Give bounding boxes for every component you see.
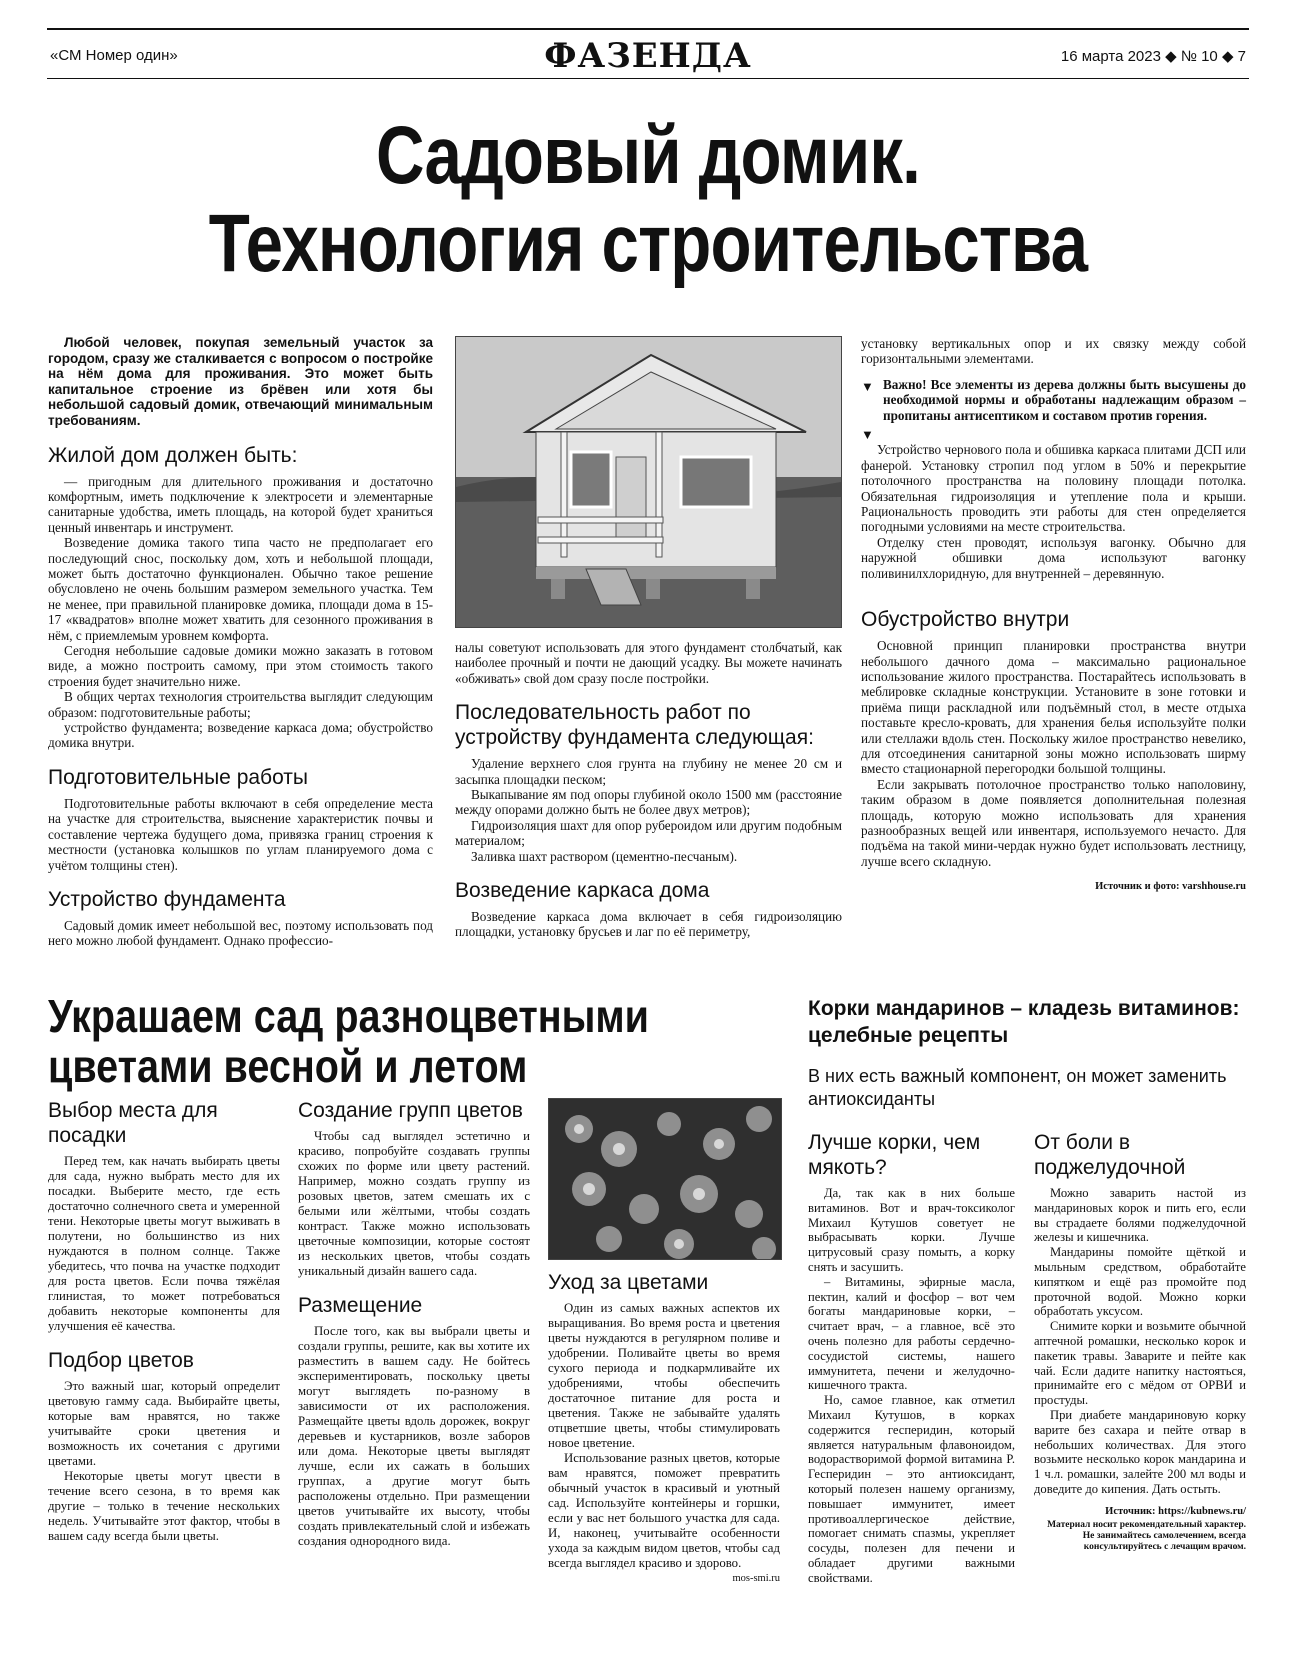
paragraph: Да, так как в них больше витаминов. Вот и врач-токсиколог Михаил Кутушов советует не выбрасывать корки. Лучше цитрусовый сразу помыть, а корку снять и засушить. <box>808 1186 1015 1274</box>
disclaimer: Материал носит рекомендательный характер. Не занимайтесь самолечением, всегда консультируйтесь с лечащим врачом. <box>1047 1519 1246 1552</box>
list-item: Заливка шахт раствором (цементно-песчаным). <box>471 848 738 864</box>
paragraph: Можно заварить настой из мандариновых корок и пить его, если вы страдаете болями поджелудочной железы и кишечника. <box>1034 1186 1246 1245</box>
source-credit: mos-smi.ru <box>732 1573 780 1584</box>
paragraph: При диабете мандариновую корку варите без сахара и пейте отвар в небольших количествах. Для этого возьмите несколько корок мандарина и 1 ч.л. ромашки, залейте 200 мл воды и доведите до кипения. Дать остыть. <box>1034 1407 1246 1496</box>
top-rule <box>47 28 1249 30</box>
subheading-pick: Подбор цветов <box>48 1349 194 1372</box>
source-credit: Источник: https://kubnews.ru/ <box>1105 1505 1246 1517</box>
headline-line-1: Садовый домик. <box>375 110 921 201</box>
subheading-prep: Подготовительные работы <box>48 765 309 789</box>
subheading-pain: От боли в поджелудочной <box>1034 1131 1186 1179</box>
subheading-frame: Возведение каркаса дома <box>455 879 710 903</box>
paragraph: Это важный шаг, который определит цветовую гамму сада. Выбирайте цветы, которые вам нравятся, но также учитывайте сроки цветения и возможность их сочетания с другими цветами. <box>48 1379 280 1468</box>
section-title: ФАЗЕНДА <box>544 36 752 76</box>
article3-subtitle: В них есть важный компонент, он может заменить антиоксиданты <box>808 1066 1227 1109</box>
paragraph: Сегодня небольшие садовые домики можно заказать в готовом виде, а можно построить самому, при этом стоимость такого строения будет значительно ниже. <box>48 643 433 689</box>
article2-title-line-2: цветами весной и летом <box>48 1040 528 1092</box>
list-item: Гидроизоляция шахт для опор рубероидом или другим подобным материалом; <box>455 817 842 849</box>
paragraph: Устройство чернового пола и обшивка каркаса плитами ДСП или фанерой. Установку стропил под углом в 50% и перекрытие потолочного пространства на половину площади потолка. Обязательная гидроизоляция и утепление пола и крыши. Рациональность проводить эти работы для стен определяется погодными условиями на месте строительства. <box>861 442 1246 535</box>
paragraph: Один из самых важных аспектов их выращивания. Во время роста и цветения цветы нуждаются в регулярном поливе и удобрении. Поливайте цветы во время сухого периода и подкармливайте их удобрениями, чтобы обеспечить достаточное питание для роста и цветения. Также не забывайте удалять отцветшие цветы, чтобы стимулировать новое цветение. <box>548 1301 780 1450</box>
subheading-peel: Лучше корки, чем мякоть? <box>808 1131 981 1179</box>
article2-title-line-1: Украшаем сад разноцветными <box>48 990 649 1042</box>
newspaper-name: «СМ Номер один» <box>50 47 178 64</box>
article1-column-1 <box>48 335 433 949</box>
subheading-live: Жилой дом должен быть: <box>48 443 298 467</box>
lead-paragraph: Любой человек, покупая земельный участок за городом, сразу же сталкивается с вопросом о постройке на нём дома для проживания. Это может быть капитальное строение из брёвен или хотя бы небольшой садовый домик, отвечающий минимальным требованиям. <box>48 335 433 428</box>
paragraph: После того, как вы выбрали цветы и создали группы, решите, как вы хотите их разместить в вашем саду. Не бойтесь экспериментировать, поскольку цветы могут выглядеть по-разному в зависимости от их расположения. Размещайте цветы вдоль дорожек, вокруг деревьев и кустарников, возле заборов или дома. Некоторые цветы выглядят лучше, если их сажать в больших группах, а другие могут быть расположены отдельно. При размещении цветов учитывайте их высоту, чтобы создать привлекательный слой и избежать создания однородного вида. <box>298 1324 530 1548</box>
subheading-group: Создание групп цветов <box>298 1099 523 1122</box>
subheading-placement: Размещение <box>298 1294 423 1317</box>
article3-column-1 <box>808 1130 1015 1586</box>
subheading-inside: Обустройство внутри <box>861 608 1070 632</box>
flowers-photo <box>548 1098 782 1260</box>
article2-column-3 <box>548 1270 780 1586</box>
article2-column-1 <box>48 1098 280 1544</box>
paragraph: Возведение каркаса дома включает в себя гидроизоляцию площадки, установку брусьев и лаг по её периметру, <box>455 909 842 940</box>
paragraph: В общих чертах технология строительства выглядит следующим образом: подготовительные работы; <box>48 689 433 720</box>
paragraph: — пригодным для длительного проживания и достаточно комфортным, иметь подключение к электросети и элементарные санитарные удобства, иметь площадь, на которой будет храниться ценный инвентарь и инструмент. <box>48 473 433 535</box>
subheading-foundation: Устройство фундамента <box>48 887 286 911</box>
subheading-place: Выбор места для посадки <box>48 1099 218 1147</box>
article3-column-2 <box>1034 1130 1246 1553</box>
paragraph: Основной принцип планировки пространства внутри небольшого дачного дома – максимально рациональное использование жилого пространства. Постарайтесь использовать в меблировке складные конструкции. Установите в зоне готовки и приёма пищи раскладной или подъёмный стол, в месте отдыха поставьте кресло-кровать, для хранения белья используйте полки или стеллажи вдоль стен. Поскольку жилое пространство невелико, для отсоединения санитарной зоны можно использовать ширму вместо стационарной перегородки большой толщины. <box>861 638 1246 777</box>
article1-column-2 <box>455 640 842 940</box>
list-item: Выкапывание ям под опоры глубиной около 1500 мм (расстояние между опорами должно быть не более двух метров); <box>455 787 842 818</box>
important-note <box>861 377 1246 423</box>
paragraph: Чтобы сад выглядел эстетично и красиво, попробуйте создавать группы схожих по форме или цвету растений. Например, можно создать группу из розовых цветов, затем смешать их с белыми или жёлтыми, чтобы создать контраст. Также можно использовать цветочные композиции, которые состоят из нескольких цветов, чтобы создать уникальный дизайн вашего сада. <box>298 1129 530 1278</box>
paragraph: Садовый домик имеет небольшой вес, поэтому использовать под него можно любой фундамент. Однако профессио- <box>48 917 433 949</box>
article3-title-line-1: Корки мандаринов – кладезь витаминов: <box>808 997 1240 1020</box>
issue-info: 16 марта 2023 ◆ № 10 ◆ 7 <box>1060 48 1246 65</box>
header-rule <box>47 78 1249 79</box>
subheading-care: Уход за цветами <box>548 1271 709 1294</box>
paragraph: Некоторые цветы могут цвести в течение всего сезона, в то время как другие – только в течение нескольких недель. Учитывайте этот фактор, чтобы в вашем саду всегда были цветы. <box>48 1469 280 1543</box>
house-illustration <box>456 337 841 627</box>
list-item: Удаление верхнего слоя грунта на глубину не менее 20 см и засыпка площадки песком; <box>455 756 842 787</box>
paragraph: Если закрывать потолочное пространство только наполовину, таким образом в доме появляется дополнительная полезная площадь, которую можно использовать для хранения разнообразных вещей или инвентаря, используемого нечасто. Для подъёма на такой мини-чердак нужно будет использовать лестницу, лучше всего складную. <box>861 776 1246 869</box>
subheading-sequence: Последовательность работ по устройству фундамента следующая: <box>455 701 814 750</box>
paragraph: Мандарины помойте щёткой и мыльным средством, обработайте кипятком и ещё раз промойте под проточной водой. Можно корки обработать уксусом. <box>1034 1245 1246 1319</box>
paragraph: Но, самое главное, как отметил Михаил Кутушов, в корках содержится гесперидин, который является натуральным флавоноидом, водорастворимой формой витамина Р. Гесперидин – это антиоксидант, который полезен нашему организму, повышает иммунитет, имеет противоаллергическое действие, помогает снимать спазмы, укрепляет сосуды, полезен для печени и обладает другими важными свойствами. <box>808 1393 1015 1585</box>
paragraph: Подготовительные работы включают в себя определение места на участке для строительства, выяснение характеристик почвы и составление чертежа будущего дома, привязка границ строения к местности (установка колышков по углам планируемого дома с учётом толщины стен). <box>48 795 433 873</box>
paragraph: Перед тем, как начать выбирать цветы для сада, нужно выбрать место для их посадки. Выберите место, где есть достаточно солнечного света и умеренной тени. Некоторые цветы могут выживать в полутени, но большинство из них нуждаются в полном солнце. Также убедитесь, что почва на участке подходит для роста цветов. Если почва тяжёлая глинистая, то может потребоваться добавить некоторые компоненты для улучшения её качества. <box>48 1154 280 1333</box>
flowers-illustration <box>549 1099 781 1259</box>
paragraph: Возведение домика такого типа часто не предполагает его последующий снос, поскольку дом, хоть и небольшой площади, может быть достаточно функционален. Обычно такое решение обусловлено не очень большим размером земельного участка. Тем не менее, при правильной планировке домика, площади дома в 15-17 «квадратов» вполне может хватить для сезонного проживания в нём, с приемлемым уровнем комфорта. <box>48 535 433 643</box>
paragraph: Использование разных цветов, которые вам нравятся, поможет превратить обычный участок в красивый и уютный сад. Используйте контейнеры и горшки, если у вас нет большого участка для сада. И, наконец, учитывайте особенности ухода за каждым видом цветов, чтобы сад всегда выглядел красиво и здорово. <box>548 1451 780 1570</box>
headline-line-2: Технология строительства <box>208 198 1088 289</box>
article2-column-2 <box>298 1098 530 1549</box>
triangle-icon: ▼ <box>861 378 874 394</box>
paragraph: Снимите корки и возьмите обычной аптечной ромашки, несколько корок и пакетик травы. Заварите и пейте как чай. Если дадите напитку настояться, принимайте его с мёдом от ОРВИ и простуды. <box>1034 1319 1246 1408</box>
note-text: Важно! Все элементы из дерева должны быть высушены до необходимой нормы и обработаны надлежащим образом – пропитаны антисептиком и составом против горения. <box>883 376 1246 423</box>
article3-title-line-2: целебные рецепты <box>808 1024 1009 1047</box>
paragraph: – Витамины, эфирные масла, пектин, калий и фосфор – вот чем богаты мандариновые корки, – считает врач, – а главное, всё это очень полезно для работы сердечно-сосудистой системы, нашего иммунитета, печени и желудочно-кишечного тракта. <box>808 1274 1015 1393</box>
paragraph: установку вертикальных опор и их связку между собой горизонтальными элементами. <box>861 336 1246 367</box>
triangle-icon: ▼ <box>861 427 874 443</box>
paragraph: налы советуют использовать для этого фундамент столбчатый, как наиболее прочный и почти не дающий усадку. Вы можете начинать «обживать» свой дом сразу после постройки. <box>455 640 842 686</box>
paragraph: устройство фундамента; возведение каркаса дома; обустройство домика внутри. <box>48 720 433 751</box>
source-credit: Источник и фото: varshhouse.ru <box>1095 881 1246 893</box>
paragraph: Отделку стен проводят, используя вагонку. Обычно для наружной обшивки дома используют вагонку поливинилхлоридную, для внутренней – деревянную. <box>861 534 1246 581</box>
garden-house-photo <box>455 336 842 628</box>
article1-column-3 <box>861 336 1246 895</box>
